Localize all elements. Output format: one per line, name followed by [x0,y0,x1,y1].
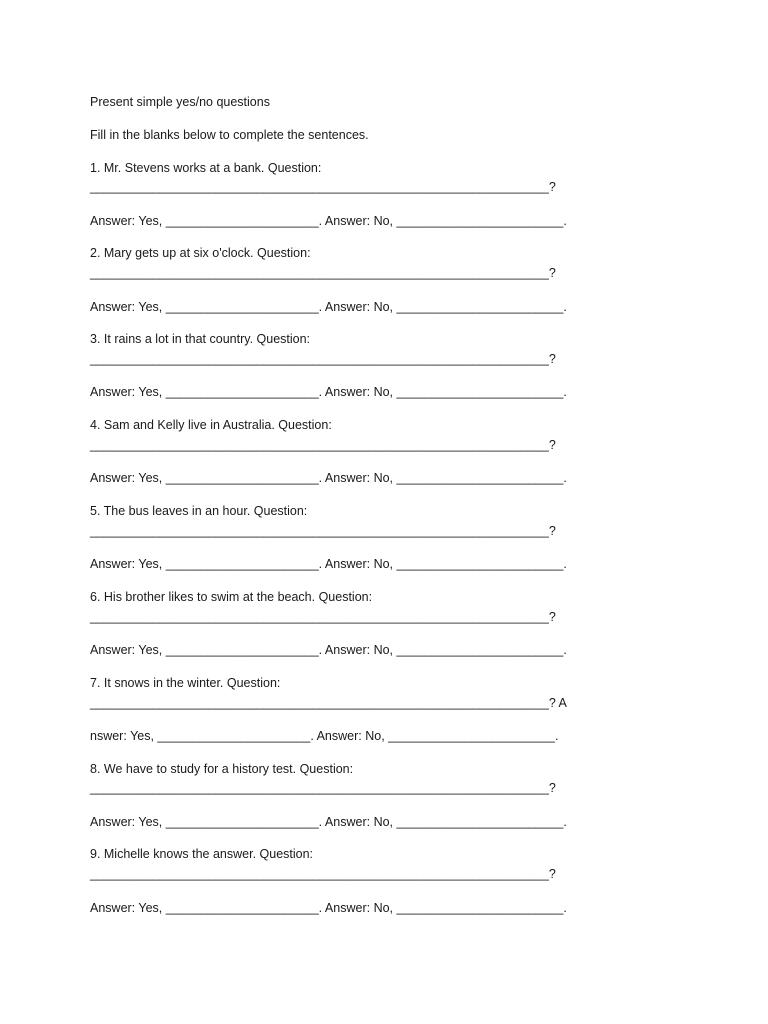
item-8-question-blank: __________________________________________________________________? [90,781,556,795]
item-8-prompt: 8. We have to study for a history test. Question: [90,762,354,776]
item-4-question-blank: __________________________________________________________________? [90,438,556,452]
item-4-answers: Answer: Yes, ______________________. Answer: No, ________________________. [90,471,567,485]
item-1-answers: Answer: Yes, ______________________. Answer: No, ________________________. [90,214,567,228]
item-3-answers: Answer: Yes, ______________________. Answer: No, ________________________. [90,385,567,399]
item-2-prompt: 2. Mary gets up at six o'clock. Question: [90,246,311,260]
item-7-question-blank: __________________________________________________________________? A [90,696,567,710]
item-5-answers: Answer: Yes, ______________________. Answer: No, ________________________. [90,557,567,571]
item-7-prompt: 7. It snows in the winter. Question: [90,676,281,690]
item-2-question-blank: __________________________________________________________________? [90,266,556,280]
worksheet-instructions: Fill in the blanks below to complete the sentences. [90,128,369,142]
item-9-answers: Answer: Yes, ______________________. Answer: No, ________________________. [90,901,567,915]
worksheet-title: Present simple yes/no questions [90,95,270,109]
item-9-prompt: 9. Michelle knows the answer. Question: [90,847,314,861]
item-4-prompt: 4. Sam and Kelly live in Australia. Question: [90,418,332,432]
item-7-answers: nswer: Yes, ______________________. Answer: No, ________________________. [90,729,559,743]
item-1-prompt: 1. Mr. Stevens works at a bank. Question: [90,161,322,175]
item-1-question-blank: __________________________________________________________________? [90,180,556,194]
item-9-question-blank: __________________________________________________________________? [90,867,556,881]
item-8-answers: Answer: Yes, ______________________. Answer: No, ________________________. [90,815,567,829]
item-6-answers: Answer: Yes, ______________________. Answer: No, ________________________. [90,643,567,657]
item-6-prompt: 6. His brother likes to swim at the beach. Question: [90,590,373,604]
item-6-question-blank: __________________________________________________________________? [90,610,556,624]
item-5-prompt: 5. The bus leaves in an hour. Question: [90,504,308,518]
item-3-question-blank: __________________________________________________________________? [90,352,556,366]
item-3-prompt: 3. It rains a lot in that country. Question: [90,332,311,346]
item-2-answers: Answer: Yes, ______________________. Answer: No, ________________________. [90,300,567,314]
item-5-question-blank: __________________________________________________________________? [90,524,556,538]
